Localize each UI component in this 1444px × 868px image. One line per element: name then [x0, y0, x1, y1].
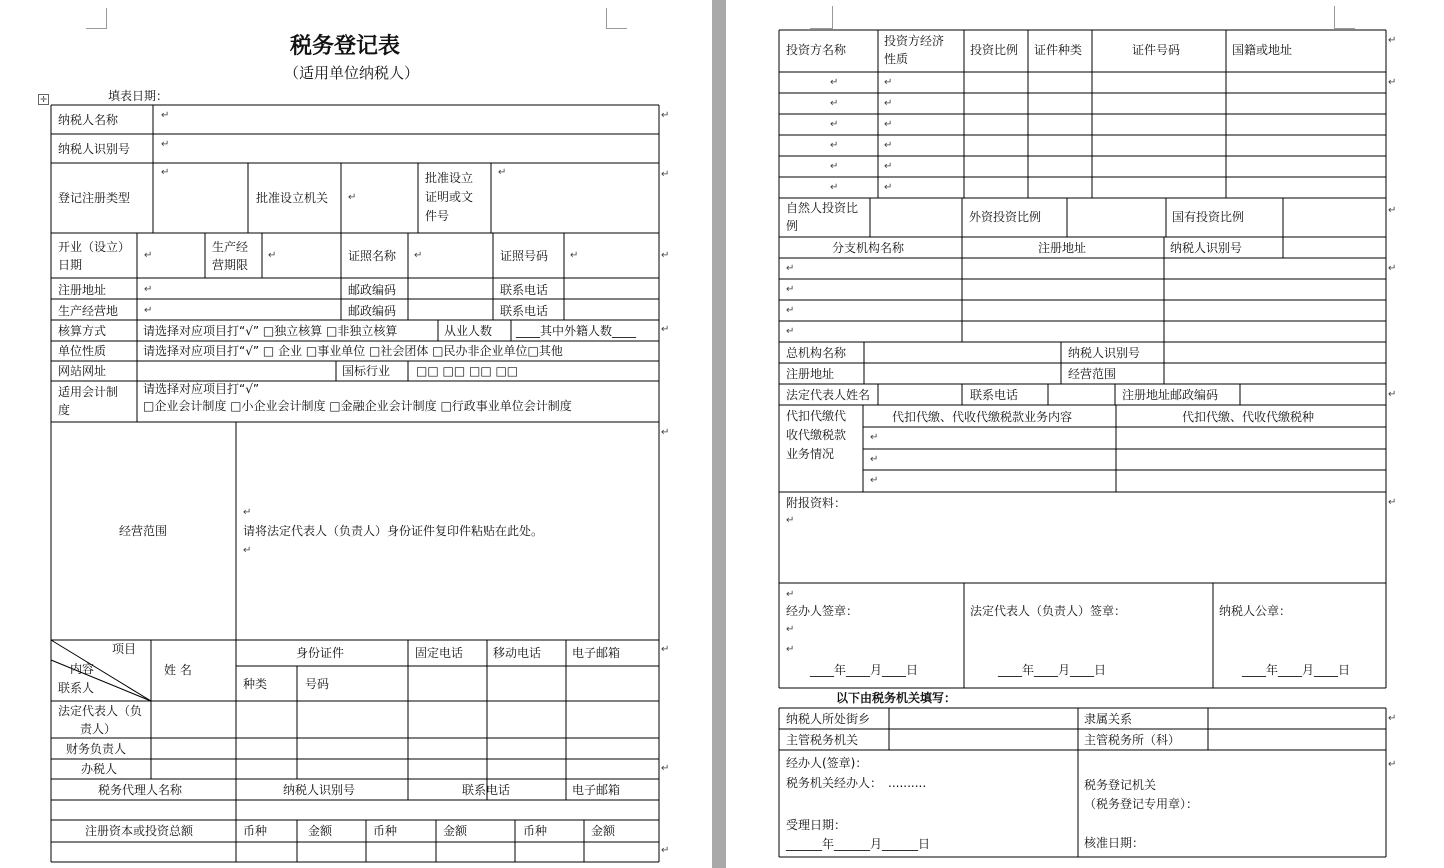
form-page-right: [726, 0, 1444, 868]
unit-type-options[interactable]: 请选择对应项目打“√” □ 企业 □事业单位 □社会团体 □民办非企业单位□其他: [143, 344, 563, 358]
industry-code-boxes[interactable]: □□ □□ □□ □□: [416, 364, 519, 378]
acc-system-hint: 请选择对应项目打“√”: [143, 382, 260, 396]
return-mark-icon: ↵: [870, 432, 879, 443]
fill-date-label: 填表日期：: [108, 89, 169, 103]
row-end-mark-icon: ↵: [661, 110, 670, 121]
row-end-mark-icon: ↵: [1388, 205, 1397, 216]
return-mark-icon: ↵: [884, 98, 893, 109]
page-gutter: [712, 0, 726, 868]
form-grid-left: [0, 0, 712, 868]
paste-id-note: 请将法定代表人（负责人）身份证件复印件粘贴在此处。: [243, 524, 544, 538]
street-label: 纳税人所处街乡: [786, 712, 871, 726]
withhold-label-1: 代扣代缴代: [786, 409, 847, 423]
withhold-label-3: 业务情况: [786, 447, 835, 461]
state-ratio-label: 国有投资比例: [1172, 210, 1245, 224]
phone-label-2: 联系电话: [500, 304, 549, 318]
currency-label-2: 币种: [373, 824, 398, 838]
office-handler-line: ..........: [888, 776, 927, 790]
nationality-header: 国籍或地址: [1232, 43, 1293, 57]
return-mark-icon: ↵: [498, 167, 507, 178]
id-doc-header: 身份证件: [296, 646, 345, 660]
sign-date-1: ____年____月____日: [810, 663, 919, 677]
agent-phone-header: 联系电话: [462, 783, 511, 797]
bureau-label: 主管税务所（科）: [1084, 733, 1181, 747]
sign-seal-label: 纳税人公章：: [1219, 604, 1292, 618]
sign-handler-label: 经办人签章：: [786, 604, 859, 618]
taxpayer-id-label: 纳税人识别号: [58, 142, 131, 156]
hq-name-label: 总机构名称: [786, 346, 847, 360]
id-no-header: 号码: [305, 677, 330, 691]
id-type-header: 种类: [243, 677, 268, 691]
amount-label-1: 金额: [308, 824, 333, 838]
row-end-mark-icon: ↵: [661, 644, 670, 655]
cert-no-label: 证照号码: [500, 249, 549, 263]
office-label: 主管税务机关: [786, 733, 859, 747]
legal-rep-label-2: 责人）: [80, 722, 117, 736]
return-mark-icon: ↵: [243, 545, 252, 556]
taxpayer-name-label: 纳税人名称: [58, 113, 119, 127]
return-mark-icon: ↵: [830, 140, 839, 151]
row-end-mark-icon: ↵: [1388, 389, 1397, 400]
office-reg-label: 税务登记机关: [1084, 778, 1157, 792]
return-mark-icon: ↵: [144, 305, 153, 316]
phone-label-1: 联系电话: [500, 283, 549, 297]
hq-scope-label: 经营范围: [1068, 367, 1117, 381]
foreign-ratio-label: 外资投资比例: [969, 210, 1042, 224]
op-period-label-1: 生产经: [212, 240, 249, 254]
accounting-label: 核算方式: [58, 324, 107, 338]
accept-date-label: 受理日期：: [786, 818, 847, 832]
currency-label-3: 币种: [523, 824, 548, 838]
cert-name-label: 证照名称: [348, 249, 397, 263]
reg-addr-label: 注册地址: [58, 283, 107, 297]
return-mark-icon: ↵: [268, 250, 277, 261]
attachments-label: 附报资料：: [786, 496, 847, 510]
form-subtitle: （适用单位纳税人）: [284, 64, 420, 82]
return-mark-icon: ↵: [870, 475, 879, 486]
row-end-mark-icon: ↵: [1388, 713, 1397, 724]
postcode-label-2: 邮政编码: [348, 304, 397, 318]
sign-rep-label: 法定代表人（负责人）签章：: [970, 604, 1127, 618]
affiliation-label: 隶属关系: [1084, 712, 1133, 726]
agent-email-header: 电子邮箱: [572, 783, 621, 797]
return-mark-icon: ↵: [830, 161, 839, 172]
row-end-mark-icon: ↵: [661, 427, 670, 438]
office-seal-label: （税务登记专用章）：: [1084, 797, 1199, 811]
agent-id-header: 纳税人识别号: [283, 783, 356, 797]
currency-label-1: 币种: [243, 824, 268, 838]
return-mark-icon: ↵: [786, 624, 795, 635]
amount-label-2: 金额: [443, 824, 468, 838]
return-mark-icon: ↵: [786, 305, 795, 316]
return-mark-icon: ↵: [414, 250, 423, 261]
approver-label: 批准设立机关: [256, 191, 329, 205]
withhold-type-header: 代扣代缴、代收代缴税种: [1182, 410, 1315, 424]
office-handler-label: 税务机关经办人：: [786, 776, 883, 790]
branch-name-header: 分支机构名称: [832, 241, 905, 255]
row-end-mark-icon: ↵: [1388, 35, 1397, 46]
diag-item-label: 项目: [112, 642, 137, 656]
rep-phone-label: 联系电话: [970, 388, 1019, 402]
row-end-mark-icon: ↵: [1388, 497, 1397, 508]
return-mark-icon: ↵: [830, 119, 839, 130]
return-mark-icon: ↵: [144, 250, 153, 261]
branch-taxid-header: 纳税人识别号: [1170, 241, 1243, 255]
acc-system-label-2: 度: [58, 403, 71, 417]
rep-name-label: 法定代表人姓名: [786, 388, 871, 402]
ratio-header: 投资比例: [970, 43, 1019, 57]
withhold-content-header: 代扣代缴、代收代缴税款业务内容: [892, 410, 1073, 424]
row-end-mark-icon: ↵: [661, 324, 670, 335]
open-date-label-2: 日期: [58, 258, 83, 272]
mobile-header: 移动电话: [493, 646, 542, 660]
op-period-label-2: 营期限: [212, 258, 249, 272]
acc-system-label-1: 适用会计制: [58, 385, 119, 399]
return-mark-icon: ↵: [884, 77, 893, 88]
econ-header-2: 性质: [884, 52, 909, 66]
person-name-header: 姓 名: [164, 663, 192, 677]
return-mark-icon: ↵: [884, 161, 893, 172]
website-label: 网站网址: [58, 364, 107, 378]
approval-doc-label-3: 件号: [425, 209, 450, 223]
scope-label: 经营范围: [119, 524, 168, 538]
handler-label: 办税人: [81, 762, 118, 776]
cert-no-header: 证件号码: [1132, 43, 1181, 57]
foreign-employees-label: ____其中外籍人数____: [516, 324, 637, 338]
form-page-left: [0, 0, 712, 868]
econ-header-1: 投资方经济: [884, 34, 945, 48]
amount-label-3: 金额: [591, 824, 616, 838]
investor-header: 投资方名称: [786, 43, 847, 57]
row-end-mark-icon: ↵: [661, 169, 670, 180]
row-end-mark-icon: ↵: [661, 845, 670, 856]
approval-doc-label-2: 证明或文: [425, 190, 474, 204]
return-mark-icon: ↵: [884, 140, 893, 151]
form-title: 税务登记表: [290, 33, 401, 59]
acc-system-options[interactable]: □企业会计制度 □小企业会计制度 □金融企业会计制度 □行政事业单位会计制度: [143, 399, 572, 413]
rep-postcode-label: 注册地址邮政编码: [1122, 388, 1219, 402]
approval-doc-label-1: 批准设立: [425, 171, 474, 185]
cert-type-header: 证件种类: [1034, 43, 1083, 57]
capital-label: 注册资本或投资总额: [85, 824, 194, 838]
return-mark-icon: ↵: [243, 507, 252, 518]
accept-date-line: ______年______月______日: [786, 837, 931, 851]
return-mark-icon: ↵: [830, 98, 839, 109]
return-mark-icon: ↵: [161, 139, 170, 150]
row-end-mark-icon: ↵: [1388, 77, 1397, 88]
return-mark-icon: ↵: [161, 167, 170, 178]
diag-content-label: 内容: [70, 662, 95, 676]
return-mark-icon: ↵: [786, 515, 795, 526]
return-mark-icon: ↵: [144, 284, 153, 295]
hq-addr-label: 注册地址: [786, 367, 835, 381]
accounting-options[interactable]: 请选择对应项目打“√” □独立核算 □非独立核算: [143, 324, 398, 338]
email-header: 电子邮箱: [572, 646, 621, 660]
return-mark-icon: ↵: [570, 250, 579, 261]
return-mark-icon: ↵: [884, 119, 893, 130]
withhold-label-2: 收代缴税款: [786, 428, 847, 442]
natural-ratio-label-1: 自然人投资比: [786, 201, 859, 215]
natural-ratio-label-2: 例: [786, 219, 799, 233]
landline-header: 固定电话: [415, 646, 464, 660]
legal-rep-label-1: 法定代表人（负: [58, 704, 143, 718]
row-end-mark-icon: ↵: [1388, 759, 1397, 770]
postcode-label-1: 邮政编码: [348, 283, 397, 297]
biz-addr-label: 生产经营地: [58, 304, 119, 318]
return-mark-icon: ↵: [786, 326, 795, 337]
return-mark-icon: ↵: [786, 644, 795, 655]
reg-type-label: 登记注册类型: [58, 191, 131, 205]
return-mark-icon: ↵: [884, 182, 893, 193]
agent-name-header: 税务代理人名称: [98, 783, 183, 797]
return-mark-icon: ↵: [786, 263, 795, 274]
employees-label: 从业人数: [444, 324, 493, 338]
sign-date-3: ____年____月____日: [1242, 663, 1351, 677]
row-end-mark-icon: ↵: [1388, 263, 1397, 274]
return-mark-icon: ↵: [161, 110, 170, 121]
handler-sign-label: 经办人(签章)：: [786, 756, 868, 770]
industry-label: 国标行业: [342, 364, 391, 378]
table-move-handle-icon[interactable]: ✛: [38, 94, 49, 105]
return-mark-icon: ↵: [870, 454, 879, 465]
sign-date-2: ____年____月____日: [998, 663, 1107, 677]
finance-label: 财务负责人: [66, 742, 127, 756]
tax-office-section-heading: 以下由税务机关填写：: [836, 691, 957, 705]
row-end-mark-icon: ↵: [661, 250, 670, 261]
return-mark-icon: ↵: [348, 192, 357, 203]
unit-type-label: 单位性质: [58, 344, 107, 358]
branch-addr-header: 注册地址: [1038, 241, 1087, 255]
return-mark-icon: ↵: [830, 182, 839, 193]
return-mark-icon: ↵: [786, 589, 795, 600]
hq-taxid-label: 纳税人识别号: [1068, 346, 1141, 360]
return-mark-icon: ↵: [786, 284, 795, 295]
diag-contact-label: 联系人: [58, 681, 95, 695]
approve-date-label: 核准日期：: [1084, 836, 1145, 850]
return-mark-icon: ↵: [830, 77, 839, 88]
open-date-label-1: 开业（设立）: [58, 240, 131, 254]
row-end-mark-icon: ↵: [661, 763, 670, 774]
